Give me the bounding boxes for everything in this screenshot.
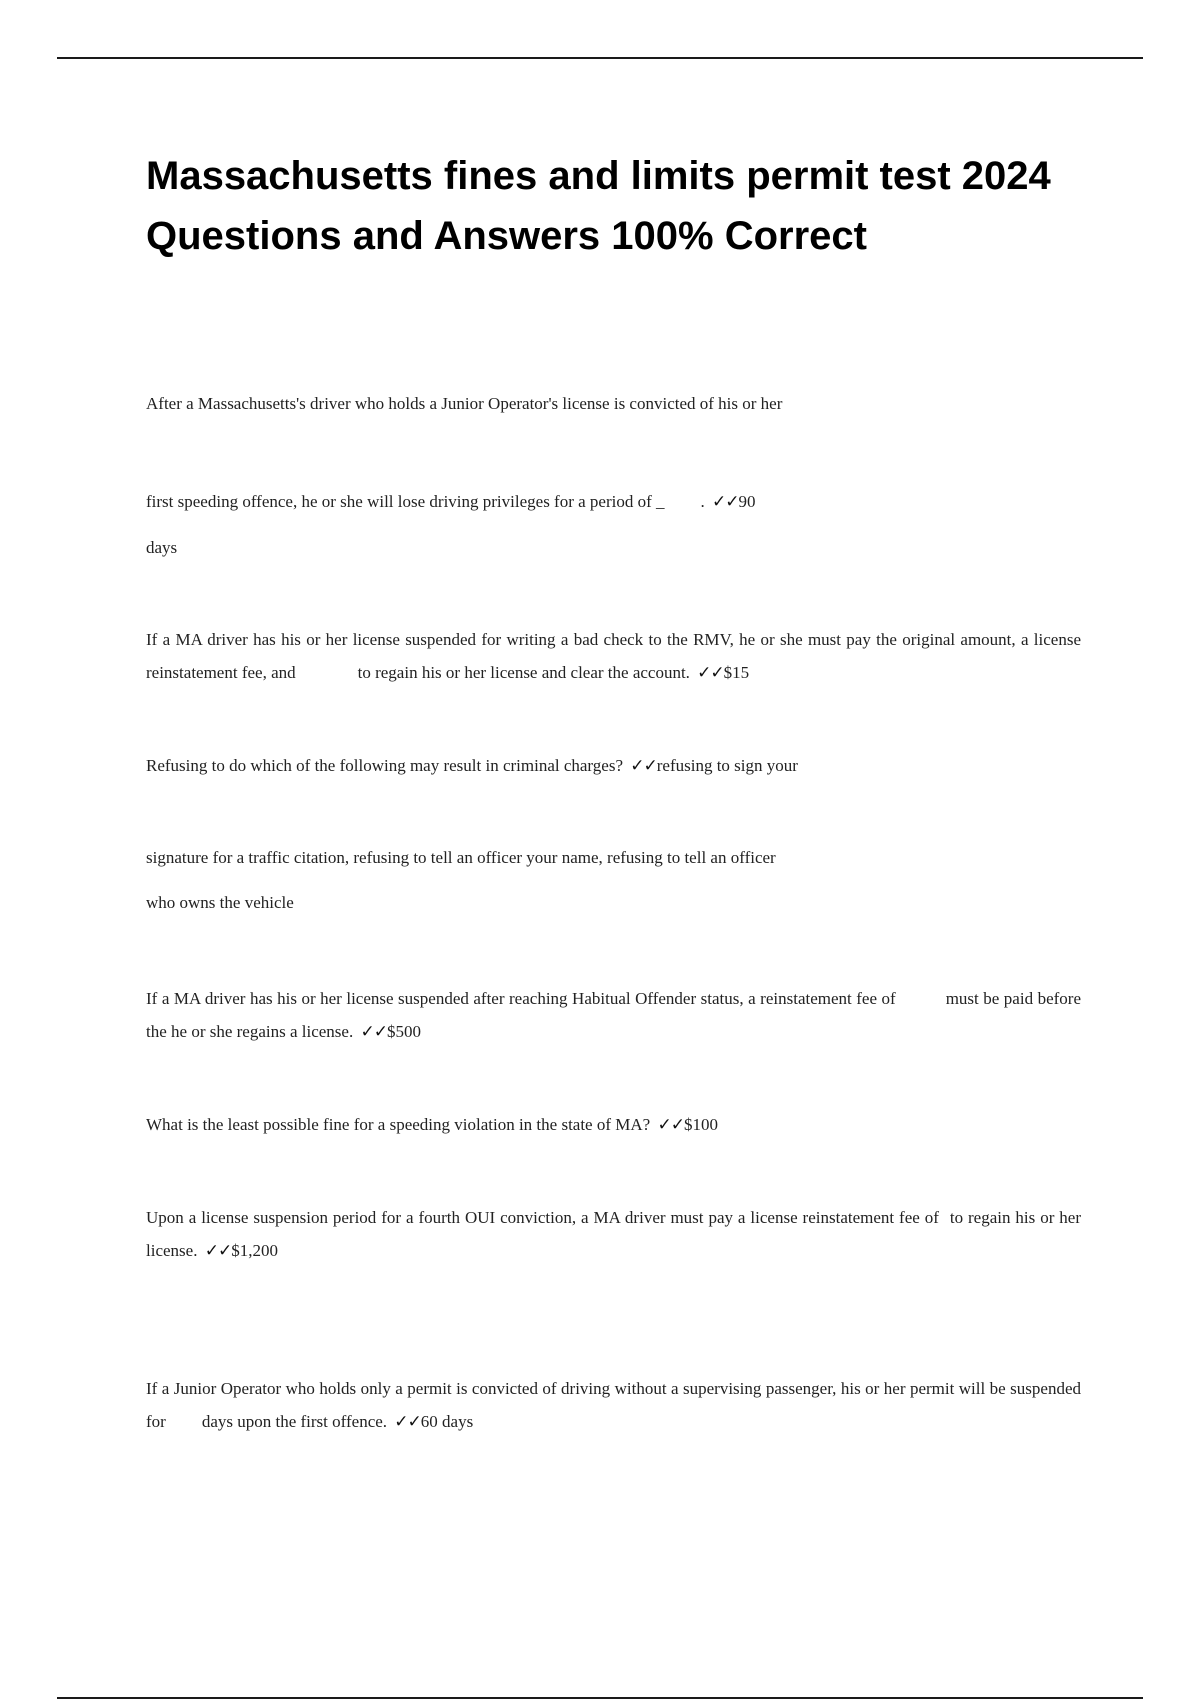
question-text: What is the least possible fine for a speeding violation in the state of MA? [146,1115,651,1134]
double-check-icon: ✓✓ [712,492,739,512]
question-text: first speeding offence, he or she will lose driving privileges for a period of _ [146,492,665,511]
question-6 [146,1201,1081,1268]
question-text: If a Junior Operator who holds only a permit is convicted of driving without a supervising passenger, his or her permit will be suspended for [146,1379,1081,1431]
top-rule [57,57,1143,59]
question-7 [146,1372,1081,1439]
double-check-icon: ✓✓ [204,1241,232,1261]
double-check-icon: ✓✓ [360,1022,387,1042]
question-4 [146,982,1081,1049]
answer-text: $500 [386,1022,421,1041]
double-check-icon: ✓✓ [394,1412,421,1432]
double-check-icon: ✓✓ [697,663,724,683]
answer-text: who owns the vehicle [146,893,294,912]
question-2 [146,623,1081,690]
double-check-icon: ✓✓ [657,1115,684,1135]
double-check-icon: ✓✓ [630,756,657,776]
question-end-text: . [700,492,705,511]
question-3 [146,755,1081,777]
question-end-text: to regain his or her license and clear the account. [357,663,690,682]
question-5 [146,1114,1081,1136]
question-text: Upon a license suspension period for a fourth OUI conviction, a MA driver must pay a license reinstatement fee of [146,1208,939,1227]
answer-text: $1,200 [231,1241,278,1260]
answer-text: 90 [738,492,756,511]
bottom-rule [57,1697,1143,1699]
question-end-text: must be paid before the he or she regains a license. [146,989,1081,1041]
answer-text: signature for a traffic citation, refusing to tell an officer your name, refusing to tell an officer [146,848,776,867]
question-text: If a MA driver has his or her license suspended for writing a bad check to the RMV, he or she must pay the original amount, a license reinstatement fee, and [146,630,1081,682]
question-end-text: days upon the first offence. [201,1412,388,1431]
question-1 [146,393,1081,415]
question-3-answer-continuation [146,835,1081,925]
document-title: Massachusetts fines and limits permit test 2024 Questions and Answers 100% Correct [146,154,1051,258]
question-text: If a MA driver has his or her license suspended after reaching Habitual Offender status, a reinstatement fee of [146,989,896,1008]
answer-text: refusing to sign your [656,756,798,775]
question-text: After a Massachusetts's driver who holds a Junior Operator's license is convicted of his or her [146,394,783,413]
question-1-continuation [146,479,1081,570]
question-text: Refusing to do which of the following may result in criminal charges? [146,756,623,775]
answer-continuation: days [146,538,178,557]
answer-text: $15 [723,663,750,682]
answer-text: $100 [683,1115,718,1134]
answer-text: 60 days [420,1412,474,1431]
question-end-text: to regain his or her license. [146,1208,1082,1260]
